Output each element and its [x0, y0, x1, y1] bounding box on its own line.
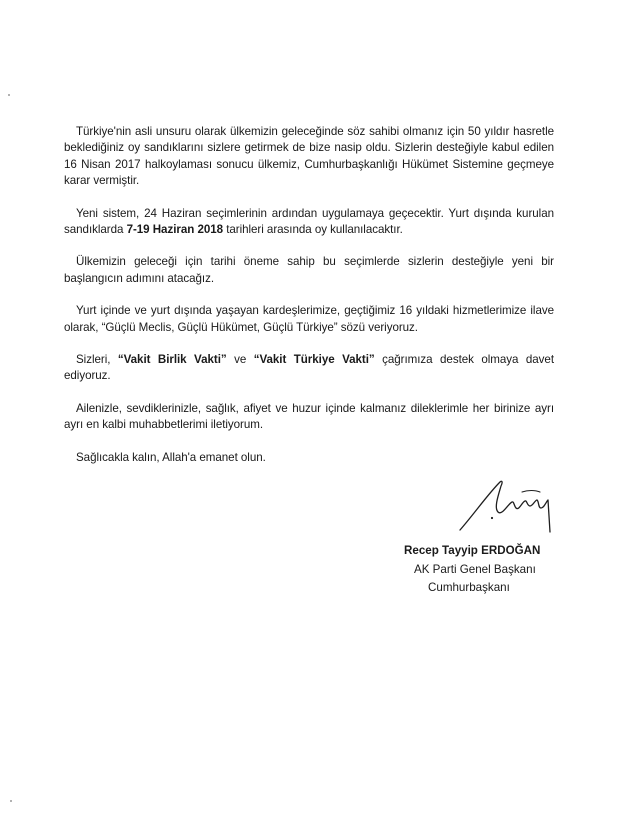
margin-speck-top	[8, 94, 10, 96]
paragraph-5-text-a: Sizleri,	[76, 353, 118, 367]
closing-line: Sağlıcakla kalın, Allah'a emanet olun.	[76, 450, 266, 464]
paragraph-1: Türkiye'nin asli unsuru olarak ülkemizin geleceğinde söz sahibi olmanız için 50 yıldır hasretle beklediğiniz oy sandıklarını sizlere getirmek de bize nasip oldu. Sizlerin desteğiyle kabul edilen 16 Nisan 2017 halkoylaması sonucu ülkemiz, Cumhurbaşkanlığı Hükümet Sistemine geçmeye karar vermiştir.	[64, 125, 554, 188]
paragraph-6: Ailenizle, sevdiklerinizle, sağlık, afiyet ve huzur içinde kalmanız dileklerimle her birinize ayrı ayrı en kalbi muhabbetlerimi iletiyorum.	[64, 401, 554, 432]
paragraph-5	[64, 352, 554, 385]
signatory-surname: ERDOĞAN	[481, 544, 541, 557]
paragraph-3: Ülkemizin geleceği için tarihi öneme sahip bu seçimlerde sizlerin desteğiyle yeni bir başlangıcın adımını atacağız.	[64, 255, 554, 285]
election-dates: 7-19 Haziran 2018	[126, 223, 224, 237]
paragraph-4: Yurt içinde ve yurt dışında yaşayan kardeşlerimize, geçtiğimiz 16 yıldaki hizmetlerimize ilave olarak, “Güçlü Meclis, Güçlü Hükümet, Güçlü Türkiye” sözü veriyoruz.	[64, 304, 554, 334]
paragraph-2-text-a: Yeni sistem, 24 Haziran seçimlerinin ardından uygulamaya geçecektir. Yurt dışında kurulan sandıklarda	[64, 206, 554, 237]
letter-body	[64, 124, 554, 482]
paragraph-2	[64, 206, 554, 239]
signatory-title-party: AK Parti Genel Başkanı	[414, 563, 536, 576]
paragraph-5-text-b: ve	[226, 353, 254, 367]
margin-speck-bottom	[10, 800, 12, 802]
signatory-name	[404, 544, 540, 557]
paragraph-2-text-b: tarihleri arasında oy kullanılacaktır.	[223, 223, 403, 237]
paragraph-5-text-c: çağrımıza destek olmaya davet ediyoruz.	[64, 353, 554, 383]
slogan-birlik: “Vakit Birlik Vakti”	[117, 353, 227, 367]
slogan-turkiye: “Vakit Türkiye Vakti”	[253, 353, 375, 367]
signatory-first-names: Recep Tayyip	[404, 544, 482, 557]
signatory-title-president: Cumhurbaşkanı	[428, 581, 510, 594]
handwritten-signature	[440, 468, 560, 536]
